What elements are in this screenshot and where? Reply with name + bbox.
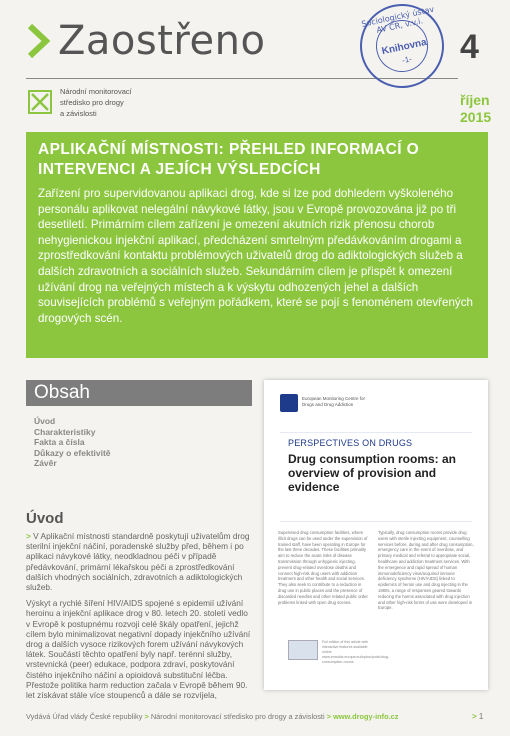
page-number-value: 1 xyxy=(478,712,484,721)
toc-heading: Obsah xyxy=(34,382,90,403)
toc-item[interactable]: Úvod xyxy=(34,416,56,426)
cover-title: Drug consumption rooms: an overview of provision and evidence xyxy=(288,452,456,494)
chevron-right-icon xyxy=(26,24,52,58)
cover-note-text: Full edition of this article with interactive features available online xyxy=(322,640,368,654)
stamp-bottom-text: -1- xyxy=(401,54,413,66)
cover-small-image xyxy=(288,640,318,660)
section-heading: Úvod xyxy=(26,510,64,527)
article-lead: Zařízení pro supervidovanou aplikaci drog, kde si lze pod dohledem vyškoleného personálu aplikovat nelegální návykové látky, jsou v Evropě provozována již po tři desetiletí. Primárním cílem zařízení je omezení akutních rizik přenosu chorob nehygienickou injekční aplikací, předcházení smrtelným předávkováním drogami a zprostředkování kontaktu problémových uživatelů drog do adiktologických služeb a dalších zdravotních a sociálních služeb. Sekundárním cílem je přispět k omezení užívání drog na veřejných místech a k výskytu odhozených jehel a dalších souvisejících problémů s veřejným pořádkem, které se pojí s fenoménem otevřených drogových scén. xyxy=(38,187,473,325)
intro-paragraph-text: V Aplikační místnosti standardně poskytují uživatelům drog sterilní injekční náčiní, poradenské služby před, během i po aplikaci návykové látky, neodkladnou péči v případě předávkování, primární lékařskou péči a zprostředkování dalších vhodných sociálních, zdravotních a adiktologických služeb. xyxy=(26,531,250,593)
publication-title: Zaostřeno xyxy=(58,18,266,64)
issue-year: 2015 xyxy=(460,109,492,125)
toc-header xyxy=(26,380,252,406)
footer-separator-icon: > xyxy=(144,712,149,721)
page-number xyxy=(472,712,483,721)
intro-body xyxy=(26,531,252,706)
issue-number: 4 xyxy=(460,28,479,66)
toc-item[interactable]: Fakta a čísla xyxy=(34,437,85,447)
toc-item[interactable]: Charakteristiky xyxy=(34,426,96,437)
organization-line: Národní monitorovací xyxy=(60,87,132,96)
intro-paragraph xyxy=(26,531,252,592)
intro-paragraph: Výskyt a rychlé šíření HIV/AIDS spojené s epidemií užívání heroinu a injekční aplikace drog v 80. letech 20. století vedlo v Evropě k postupnému rozvoji celé škály opatření, jejichž cílem bylo minimalizovat negativní dopady injekčního užívání drog a dalších vysoce rizikových forem užívání návykových látek. Součástí těchto opatření byly např. terénní služby, vrstevnická (peer) edukace, podpora zdraví, poskytování čistého injekčního náčiní a opioidová substituční léčba. Přestože politika harm reduction začala v Evropě během 90. let získávat stále více stoupenců a dále se rozvíjela, xyxy=(26,598,251,701)
toc-item[interactable]: Závěr xyxy=(34,458,57,468)
article-title: APLIKAČNÍ MÍSTNOSTI: PŘEHLED INFORMACÍ O INTERVENCI A JEJÍCH VÝSLEDCÍCH xyxy=(38,141,420,178)
chevron-marker-icon: > xyxy=(26,531,31,541)
issue-month: říjen xyxy=(460,92,490,108)
organization-name xyxy=(60,86,200,119)
emcdda-cover-thumbnail[interactable] xyxy=(264,380,488,690)
hero-box xyxy=(26,132,488,358)
footer-center: Národní monitorovací středisko pro drogy a závislosti xyxy=(150,712,325,721)
toc-list xyxy=(34,416,111,469)
page-chevron-icon: > xyxy=(472,712,477,721)
organization-line: středisko pro drogy xyxy=(60,98,124,107)
emcdda-logo-text: European Monitoring Centre for Drugs and Drug Addiction xyxy=(302,396,366,407)
cover-kicker: PERSPECTIVES ON DRUGS xyxy=(288,438,413,448)
organization-logo-icon xyxy=(28,90,52,114)
cover-column-left: Supervised drug consumption facilities, where illicit drugs can be used under the supervision of trained staff, have been operating in Europe for the last three decades. These facilities primarily aim to reduce the acute risks of disease transmission through unhygienic injecting, prevent drug-related overdose deaths and connect high-risk drug users with addiction treatment and other health and social services. They also seek to contribute to a reduction in drug use in public places and the presence of discarded needles and other related public order problems linked with open drug scenes. xyxy=(278,530,368,605)
cover-note xyxy=(322,640,390,665)
footer-website-link[interactable]: www.drogy-info.cz xyxy=(333,712,399,721)
footer-publisher: Vydává Úřad vlády České republiky xyxy=(26,712,143,721)
footer-separator-icon: > xyxy=(326,712,331,721)
cover-note-url: www.emcdda.europa.eu/topics/pods/drug-consumption-rooms xyxy=(322,655,390,664)
library-stamp xyxy=(352,0,452,96)
organization-line: a závislosti xyxy=(60,109,97,118)
stamp-top-text: Sociologický ústav AV ČR, v.v.i. xyxy=(360,4,435,35)
page-footer xyxy=(26,712,488,721)
stamp-mid-text: Knihovna xyxy=(380,36,428,58)
cover-column-right: Typically, drug consumption rooms provide drug users with sterile injecting equipment, counselling services before, during and after drug consumption, emergency care in the event of overdose, and primary medical and referral to appropriate social, healthcare and addiction treatment services. With the emergence and rapid spread of human immunodeficiency virus/acquired immune deficiency syndrome (HIV/AIDS) linked to epidemics of heroin use and drug injecting in the 1980s, a range of responses geared towards reducing the harms associated with drug injection and other high-risk forms of use were developed in Europe. xyxy=(378,530,474,611)
toc-item[interactable]: Důkazy o efektivitě xyxy=(34,447,111,458)
emcdda-logo-icon xyxy=(280,394,298,412)
